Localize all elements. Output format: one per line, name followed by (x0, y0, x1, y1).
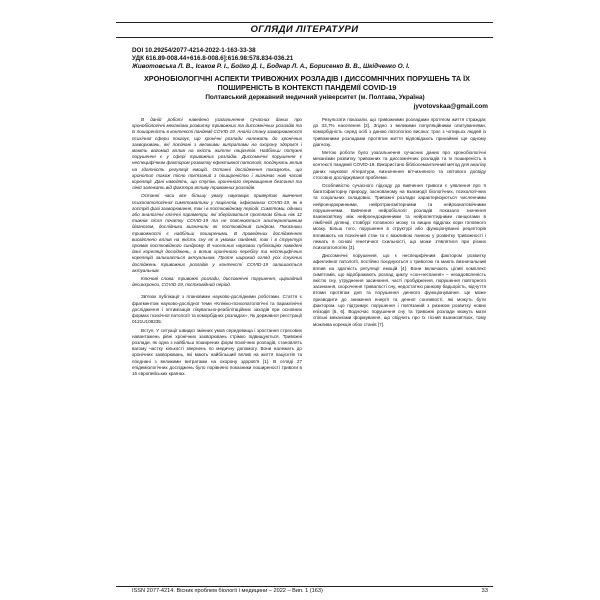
section-header-title: ОГЛЯДИ ЛІТЕРАТУРИ (250, 24, 359, 35)
body-paragraph: Зв'язок публікації з плановими науково-дослідними роботами. Стаття є фрагментом науково-дослідної теми «Клініко-психопатологічні та параклінічні дослідження і оптимізація лікувально-реабілітаційних заходів при основних формах психічної патології та коморбідних розладах», № державної реєстрації 0121U108235. (132, 294, 302, 325)
abstract-paragraph: В даній роботі наведено узагальнення сучасних даних про хронобіологічні механізми розвитку тривожних та диссомнічних розладів та їх поширеність в контексті пандемії COVID-19. Аналіз стану захворюваності психічної сфери показує, що хронічні розлади належать до хронічних захворювань, які поєднані з великими витратами на охорону здоров'я і мають вагомий вплив на якість життя пацієнтів. Найбільш потужні порушення є у сфері тривожних розладів. Диссомнічні порушення є неспецифічним фактором розвитку ефективної патології, поєднують вплив на здатність регуляції емоцій. Останні дослідження показують, що хронотип також тісно пов'язаний з поширеністю і визначає нові часові кореляції. Дані наводять, що ступінь хронічного перевищення безсоння та ліній залежать від фактора впливу тривожних розладів. (132, 117, 302, 191)
affiliation: Полтавський державний медичний університет (м. Полтава, Україна) (205, 94, 425, 101)
article-title: ХРОНОБІОЛОГІЧНІ АСПЕКТИ ТРИВОЖНИХ РОЗЛАДІВ І ДИССОМНІЧНИХ ПОРУШЕНЬ ТА ЇХ ПОШИРЕНІСТЬ В КОНТЕКСТІ ПАНДЕМІЇ COVID-19 (143, 74, 471, 92)
body-paragraph: Метою роботи було узагальнення сучасних даних про хронобіологічні механізми розвитку тривожних та диссомнічних розладів та їх поширеність в контексті пандемії COVID-19. Використано бібліосемантичний метод для аналізу даних наукової літератури, визначення вітчизняного та світового досвіду стосовно досліджуваної проблеми. (313, 150, 486, 180)
doi-line: DOI 10.29254/2077-4214-2022-1-163-33-38 (132, 47, 256, 54)
udc-line: УДК 616.89-008.44+616.8-008.6]:616.98:578.834-036.21 (132, 55, 294, 62)
authors-line: Животовська Л. В., Ісаков Р. І., Бойко Д. І., Боднар Л. А., Борисенко В. В., Шкідченко О. І. (132, 63, 410, 70)
footer-rule (116, 586, 493, 587)
page-number: 33 (481, 588, 488, 594)
abstract-paragraph: Останні часи все більшу увагу науковців привертає вивчення психопатологічної симптоматики у пацієнтів, інфікованих COVID-19, як в гострій фазі захворювання, так і в постковідному періоді. Симптоми, однаки або аналогічні клінічні параметри, які зберігаються протягом більш ніж 12 тижнів після початку COVID-19 та не пояснюються альтернативним діагнозом, дослідники визначили як постковідний синдром. Показники тривожності є найбільш поширеними. В проведених дослідженнях висвітлено вплив на якість сну як в умовах пандемії, так і в структурі проявів постковідного синдрому. В чисельних наукових публікаціях наведені дані кореляції досліджень, а вплив хронічного перебігу та неспецифічних кореляцій залишається актуальним. Проте широкий огляд усіх існуючих досліджень тривожних розладів у контексті COVID-19 залишається актуальним. (132, 193, 302, 273)
left-column (132, 117, 302, 577)
body-paragraph: Диссомнічні порушення, що є неспецифічним фактором розвитку афективної патології, постійно поєднуються з тривогою та мають визначальний вплив на здатність регуляції емоцій [4]. Вони включають цілий комплекс симптомів, що відображають розлад циклу «сон-неспання» – незадоволеність якістю сну, утруднення засинання, часті пробудження, порушення повторного засинання, скорочення тривалості сну, недостатню ранкову бадьорість, відчуття втоми протягом дня та порушення денного функціонування. Це може призводити до зниження енергії та денної сонливості, які можуть бути фактором, що підтримує порушення і пов'язаний з ризиком розвитку нових епізодів [5, 6]. Водночас порушення сну та тривожні розлади можуть мати спільні механізми формування, що свідчить про їх тісний взаємозв'язок, тому можлива корекція обох станів [7]. (313, 253, 486, 327)
contact-email: jyvotovskaa@gmail.com (413, 103, 488, 110)
body-paragraph: Особливістю сучасного підходу до вивчення тривоги є уявлення про її багатофакторну природу, заснованому на взаємодії біологічних, психологічних та соціальних складових. Тривожні розлади характеризуються численними нейроендокринними, нейротрансмітерними та нейроанатомічними порушеннями. Вивчення нейробіології розладів показало значення взаємозв'язку між нейроендокринними та нейропептидними ланцюгами в лімбічній ділянці, стовбурі головного мозку та вищих відділах кори головного мозку. Більш того, порушення в структурі або функціонуванні рецепторів впливають на психічний стан та є важливою ланкою у розвитку тривожності і лежать в основі генетичної схильності, що може з'являтися при різних психопатологіях [3]. (313, 183, 486, 251)
section-header-bar (116, 22, 493, 38)
right-column (313, 117, 486, 577)
footer-citation: ISSN 2077-4214. Вісник проблем біології і медицини – 2022 – Вип. 1 (163) (132, 588, 323, 594)
keywords: Ключові слова: тривожні розлади, диссомнічні порушення, циркадний десинхроноз, COVID-19, постковідний період. (132, 276, 302, 288)
body-paragraph: Результати показали, що тривожними розладами протягом життя страждає до 33,7% населення [2]. Згідно з великими популяційними опитуваннями, коморбідність серед осіб з даною патологією висока: троє з чотирьох людей із тривожними розладами протягом життя відповідають принаймні ще одному діагнозу. (313, 117, 486, 147)
body-paragraph: Вступ. У ситуації швидко змінних умов середовища і зростання стресових навантажень рівні хронічних захворювань стрімко підвищуються. Тривожні розлади, як одна з найбільш поширених форм психічних розладів, становлять вагому частку кількості звернень по медичну допомогу. Вони належать до хронічних захворювань, які мають найбільший вплив на життя пацієнтів та поєднані з великими витратами на охорону здоров'я [1]. В огляді 27 епідеміологічних досліджень було порівняно показники поширеності тривоги в 16 європейських країнах. (132, 327, 302, 376)
